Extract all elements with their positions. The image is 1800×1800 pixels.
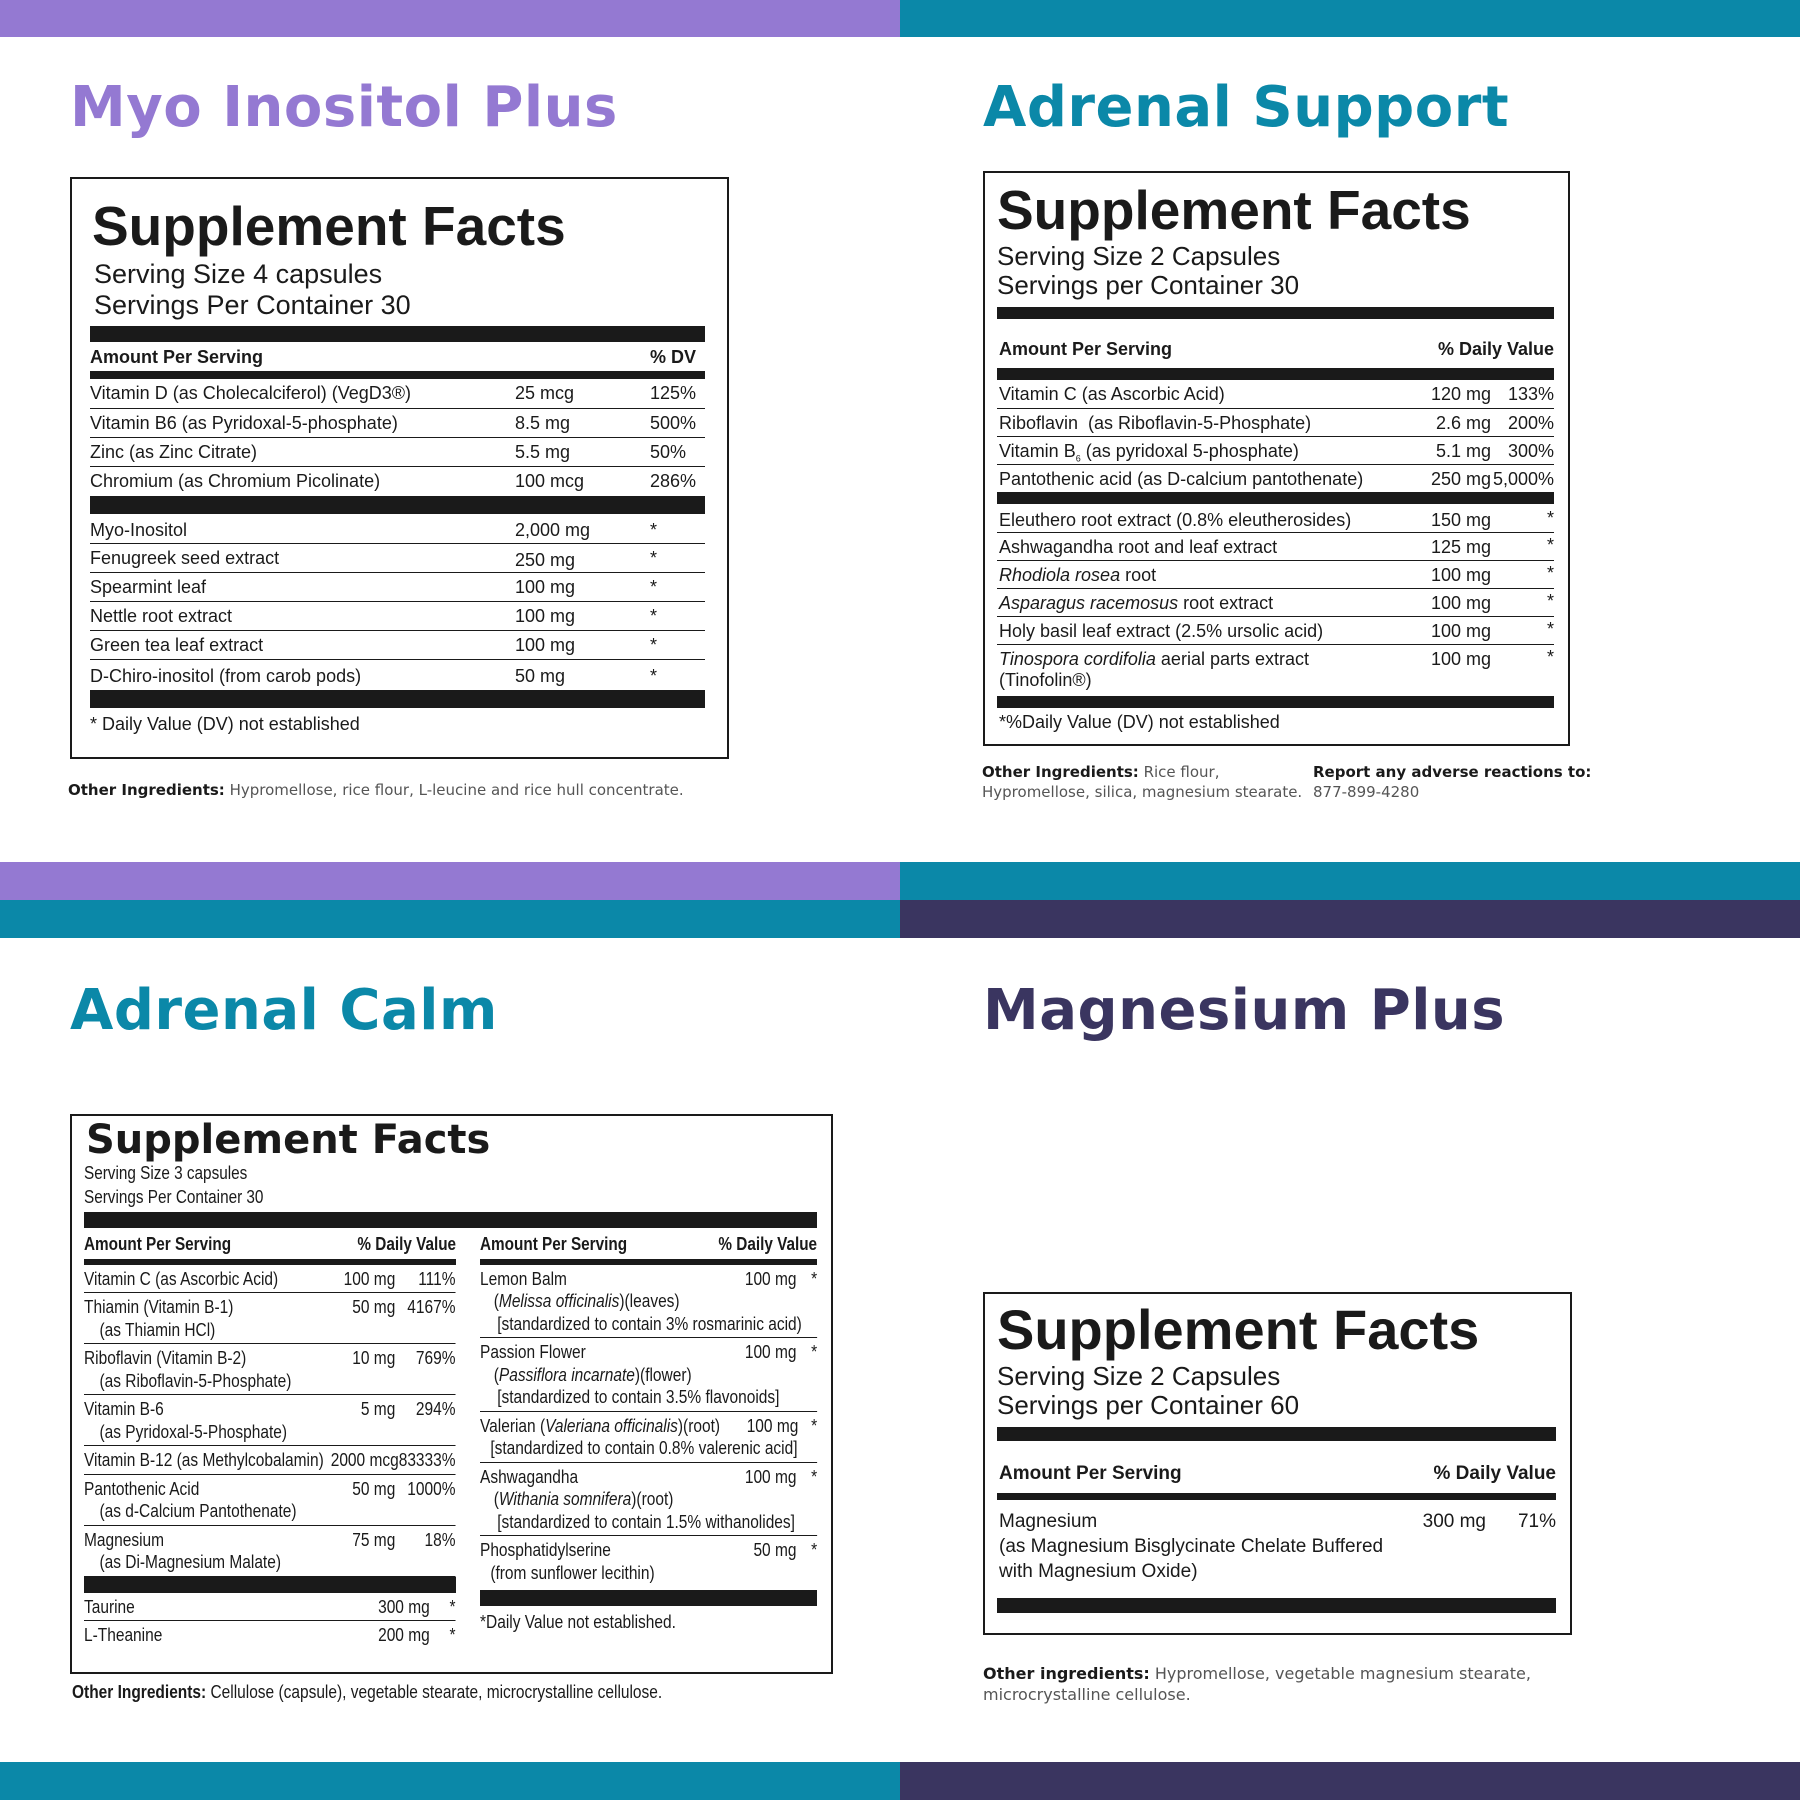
nutrient-amount: 10 mg xyxy=(352,1348,396,1369)
mid-bar-right-upper xyxy=(900,862,1800,900)
header-amount: Amount Per Serving xyxy=(90,347,264,368)
header-dv: % Daily Value xyxy=(1433,1463,1556,1485)
mid-bar-right-lower xyxy=(900,900,1800,938)
nutrient-name: Phosphatidylserine xyxy=(480,1540,611,1561)
supplement-facts-myo xyxy=(70,177,729,759)
nutrient-dv: * xyxy=(449,1625,456,1646)
nutrient-dv: * xyxy=(811,1540,818,1561)
other-ingredients-text: Rice flour, xyxy=(1143,763,1220,781)
mid-bar-left-upper xyxy=(0,862,900,900)
nutrient-amount: 50 mg xyxy=(352,1478,396,1499)
nutrient-name: Vitamin B-12 (as Methylcobalamin) xyxy=(84,1450,324,1471)
nutrient-amount: 50 mg xyxy=(753,1540,797,1561)
serving-size: Serving Size 2 Capsules xyxy=(997,1361,1281,1391)
nutrient-table-botanicals xyxy=(90,514,705,690)
table-row: Myo-Inositol 2,000 mg * xyxy=(90,514,705,543)
table-row: Spearmint leaf 100 mg * xyxy=(90,572,705,601)
other-ingredients-label: Other ingredients: xyxy=(983,1664,1150,1683)
rule xyxy=(90,371,705,379)
dv-footnote: * Daily Value (DV) not established xyxy=(90,714,360,735)
table-row: Green tea leaf extract 100 mg * xyxy=(90,630,705,659)
botanical-source: (Withania somnifera)(root) xyxy=(493,1489,674,1510)
thick-rule xyxy=(997,492,1554,504)
bottom-bar-left xyxy=(0,1762,900,1800)
nutrient-amount: 100 mg xyxy=(746,1415,799,1436)
top-bar-right xyxy=(900,0,1800,37)
thick-rule xyxy=(84,1577,456,1593)
table-row: Eleuthero root extract (0.8% eleutherosides) 150 mg * xyxy=(997,504,1554,532)
table-row: Pantothenic acid (as D-calcium pantothenate) 250 mg 5,000% xyxy=(999,468,1554,489)
table-header xyxy=(90,342,705,371)
servings-per-container: Servings per Container 30 xyxy=(997,269,1300,300)
table-row xyxy=(997,1500,1556,1592)
dv-footnote: *%Daily Value (DV) not established xyxy=(999,712,1280,733)
table-row: Vitamin D (as Cholecalciferol) (VegD3®) 25 mcg 125% xyxy=(90,379,705,408)
table-row: Vitamin $B_6$ (as pyridoxal 5-phosphate) 5.1 mg 300% xyxy=(997,436,1554,464)
table-row: D-Chiro-inositol (from carob pods) 50 mg * xyxy=(90,665,658,686)
other-ingredients-adrenal-calm xyxy=(72,1681,662,1704)
nutrient-form: (as Magnesium Bisglycinate Chelate Buffered xyxy=(999,1535,1384,1557)
two-column-table xyxy=(84,1228,817,1649)
nutrient-form: (as d-Calcium Pantothenate) xyxy=(99,1501,297,1522)
other-ingredients-adrenal-support xyxy=(982,763,1302,802)
nutrient-name: Riboflavin (Vitamin B-2) xyxy=(84,1348,247,1369)
nutrient-dv: 18% xyxy=(424,1529,456,1550)
botanical-source: (Passiflora incarnate)(flower) xyxy=(493,1364,692,1385)
standardization: (from sunflower lecithin) xyxy=(490,1562,655,1583)
top-bar-left xyxy=(0,0,900,37)
serving-size: Serving Size 4 capsules xyxy=(94,259,383,289)
facts-title: Supplement Facts xyxy=(997,1298,1480,1361)
nutrient-name: Pantothenic Acid xyxy=(84,1478,200,1499)
table-header: Amount Per Serving % Daily Value xyxy=(480,1233,817,1254)
table-row: Vitamin C (as Ascorbic Acid) 120 mg 133% xyxy=(997,380,1554,408)
nutrient-form: (as Thiamin HCl) xyxy=(99,1319,216,1340)
table-row xyxy=(84,1344,456,1395)
nutrient-dv: 4167% xyxy=(407,1297,456,1318)
table-row xyxy=(480,1412,817,1463)
other-ingredients-text: Hypromellose, vegetable magnesium stearate, xyxy=(1154,1664,1531,1683)
table-row: Nettle root extract 100 mg * xyxy=(90,601,705,630)
thick-rule xyxy=(90,496,705,514)
thick-rule xyxy=(997,696,1554,708)
nutrient-form-2: with Magnesium Oxide) xyxy=(999,1560,1198,1582)
standardization: [standardized to contain 3.5% flavonoids] xyxy=(497,1387,780,1408)
header-amount: Amount Per Serving xyxy=(999,339,1173,360)
thick-rule xyxy=(90,326,705,342)
nutrient-dv: 1000% xyxy=(407,1478,456,1499)
product-title-adrenal-calm: Adrenal Calm xyxy=(70,978,498,1043)
nutrient-amount: 200 mg xyxy=(378,1625,430,1646)
table-row xyxy=(480,1463,817,1537)
header-dv: % DV xyxy=(650,347,697,368)
nutrient-amount: 300 mg xyxy=(378,1596,430,1617)
table-row xyxy=(84,1526,456,1577)
product-title-myo: Myo Inositol Plus xyxy=(70,75,618,140)
table-header xyxy=(997,1441,1556,1493)
nutrient-amount: 100 mg xyxy=(744,1466,797,1487)
nutrient-name: Vitamin C (as Ascorbic Acid) xyxy=(84,1268,279,1289)
table-header: Amount Per Serving % Daily Value xyxy=(84,1233,456,1254)
nutrient-dv: * xyxy=(811,1466,818,1487)
table-header xyxy=(997,319,1554,368)
other-ingredients-text-2: microcrystalline cellulose. xyxy=(983,1684,1191,1704)
facts-title: Supplement Facts xyxy=(86,1117,491,1163)
nutrient-amount: 100 mg xyxy=(744,1342,797,1363)
rule xyxy=(997,1493,1556,1500)
table-row: Ashwagandha root and leaf extract 125 mg * xyxy=(997,532,1554,560)
nutrient-table-vitamins xyxy=(90,379,705,495)
servings-per-container: Servings Per Container 30 xyxy=(94,289,411,320)
table-row xyxy=(480,1265,817,1339)
thick-rule xyxy=(997,307,1554,319)
nutrient-amount: 50 mg xyxy=(352,1297,396,1318)
other-ingredients-myo xyxy=(68,781,684,801)
nutrient-amount: 75 mg xyxy=(352,1529,396,1550)
nutrient-name: Ashwagandha xyxy=(480,1466,579,1487)
facts-title: Supplement Facts xyxy=(92,195,566,257)
nutrient-name: Valerian (Valeriana officinalis)(root) xyxy=(480,1415,721,1436)
nutrient-name: Taurine xyxy=(84,1596,135,1617)
nutrient-dv: 294% xyxy=(415,1399,456,1420)
thick-rule xyxy=(480,1590,817,1606)
adverse-reactions xyxy=(1313,763,1591,802)
mid-bar-left-lower xyxy=(0,900,900,938)
standardization: [standardized to contain 3% rosmarinic acid) xyxy=(497,1313,802,1334)
nutrient-name: Passion Flower xyxy=(480,1342,586,1363)
nutrient-amount: 100 mg xyxy=(744,1268,797,1289)
thick-rule xyxy=(90,690,705,708)
other-ingredients-magnesium xyxy=(983,1664,1531,1706)
adverse-reactions-label: Report any adverse reactions to: xyxy=(1313,763,1592,781)
nutrient-form: (as Riboflavin-5-Phosphate) xyxy=(99,1370,292,1391)
nutrient-dv: 83333% xyxy=(398,1450,456,1471)
thick-rule xyxy=(997,368,1554,380)
nutrient-dv: 71% xyxy=(1517,1511,1556,1533)
nutrient-amount: 2000 mcg xyxy=(330,1450,399,1471)
nutrient-table xyxy=(90,342,705,371)
servings-per-container: Servings per Container 60 xyxy=(997,1389,1300,1420)
product-title-magnesium: Magnesium Plus xyxy=(983,978,1506,1043)
table-row: Fenugreek seed extract 250 mg * xyxy=(90,543,705,572)
standardization: [standardized to contain 1.5% withanolides] xyxy=(497,1511,795,1532)
table-row xyxy=(84,1475,456,1526)
thick-rule xyxy=(997,1598,1556,1613)
supplement-facts-adrenal-calm xyxy=(70,1114,833,1674)
standardization: [standardized to contain 0.8% valerenic acid] xyxy=(490,1438,798,1459)
table-row xyxy=(84,1593,456,1622)
thick-rule xyxy=(84,1212,817,1228)
table-row xyxy=(84,1395,456,1446)
table-row: Zinc (as Zinc Citrate) 5.5 mg 50% xyxy=(90,437,705,466)
facts-title: Supplement Facts xyxy=(997,179,1471,241)
other-ingredients-label: Other Ingredients: xyxy=(982,763,1139,781)
table-row xyxy=(84,1446,456,1475)
table-row xyxy=(480,1338,817,1412)
bottom-bar-right xyxy=(900,1762,1800,1800)
supplement-facts-magnesium xyxy=(983,1292,1572,1635)
table-row: Rhodiola rosea root 100 mg * xyxy=(997,560,1554,588)
nutrient-name: Magnesium xyxy=(84,1529,165,1550)
table-row: Tinospora cordifolia aerial parts extract (Tinofolin®) 100 mg * xyxy=(999,646,1554,691)
nutrient-dv: * xyxy=(811,1342,818,1363)
table-row: Riboflavin (as Riboflavin-5-Phosphate) 2.6 mg 200% xyxy=(997,408,1554,436)
nutrient-dv: 111% xyxy=(418,1268,456,1289)
left-column xyxy=(84,1228,456,1649)
botanical-source: (Melissa officinalis)(leaves) xyxy=(493,1291,680,1312)
table-row xyxy=(84,1293,456,1344)
table-row: Holy basil leaf extract (2.5% ursolic acid) 100 mg * xyxy=(997,616,1554,644)
nutrient-table-vitamins xyxy=(997,380,1554,492)
serving-size: Serving Size 3 capsules xyxy=(84,1163,248,1183)
nutrient-name: Vitamin B-6 xyxy=(84,1399,164,1420)
right-column xyxy=(480,1228,817,1649)
table-row xyxy=(84,1621,456,1649)
table-row xyxy=(84,1265,456,1294)
nutrient-table-botanicals xyxy=(997,504,1554,692)
other-ingredients-label: Other Ingredients: xyxy=(68,781,225,799)
thick-rule xyxy=(997,1427,1556,1441)
header-amount: Amount Per Serving xyxy=(999,1463,1182,1485)
nutrient-table-header xyxy=(997,319,1554,368)
table-row: Vitamin B6 (as Pyridoxal-5-phosphate) 8.5 mg 500% xyxy=(90,408,705,437)
servings-per-container: Servings Per Container 30 xyxy=(84,1186,264,1207)
table-row: Chromium (as Chromium Picolinate) 100 mcg 286% xyxy=(90,470,697,491)
nutrient-dv: 769% xyxy=(415,1348,456,1369)
nutrient-form: (as Di-Magnesium Malate) xyxy=(99,1552,281,1573)
nutrient-name: Magnesium xyxy=(999,1511,1098,1533)
table-row: Asparagus racemosus root extract 100 mg * xyxy=(997,588,1554,616)
nutrient-name: L-Theanine xyxy=(84,1625,163,1646)
other-ingredients-label: Other Ingredients: xyxy=(72,1682,207,1702)
header-dv: % Daily Value xyxy=(1437,339,1554,360)
nutrient-dv: * xyxy=(449,1596,456,1617)
supplement-facts-adrenal-support xyxy=(983,171,1570,746)
other-ingredients-text: Hypromellose, rice flour, L-leucine and rice hull concentrate. xyxy=(229,781,684,799)
other-ingredients-text: Cellulose (capsule), vegetable stearate, microcrystalline cellulose. xyxy=(210,1682,663,1702)
nutrient-dv: * xyxy=(811,1268,818,1289)
serving-size: Serving Size 2 Capsules xyxy=(997,241,1281,271)
product-title-adrenal-support: Adrenal Support xyxy=(983,75,1510,140)
nutrient-amount: 100 mg xyxy=(343,1268,396,1289)
nutrient-name: Thiamin (Vitamin B-1) xyxy=(84,1297,234,1318)
table-row xyxy=(480,1536,817,1586)
nutrient-amount: 300 mg xyxy=(1422,1511,1486,1533)
adverse-reactions-phone: 877-899-4280 xyxy=(1313,782,1420,801)
nutrient-amount: 5 mg xyxy=(360,1399,396,1420)
other-ingredients-text-2: Hypromellose, silica, magnesium stearate. xyxy=(982,782,1303,801)
nutrient-form: (as Pyridoxal-5-Phosphate) xyxy=(99,1421,288,1442)
nutrient-dv: * xyxy=(811,1415,818,1436)
dv-footnote: *Daily Value not established. xyxy=(480,1612,676,1633)
nutrient-name: Lemon Balm xyxy=(480,1268,567,1289)
